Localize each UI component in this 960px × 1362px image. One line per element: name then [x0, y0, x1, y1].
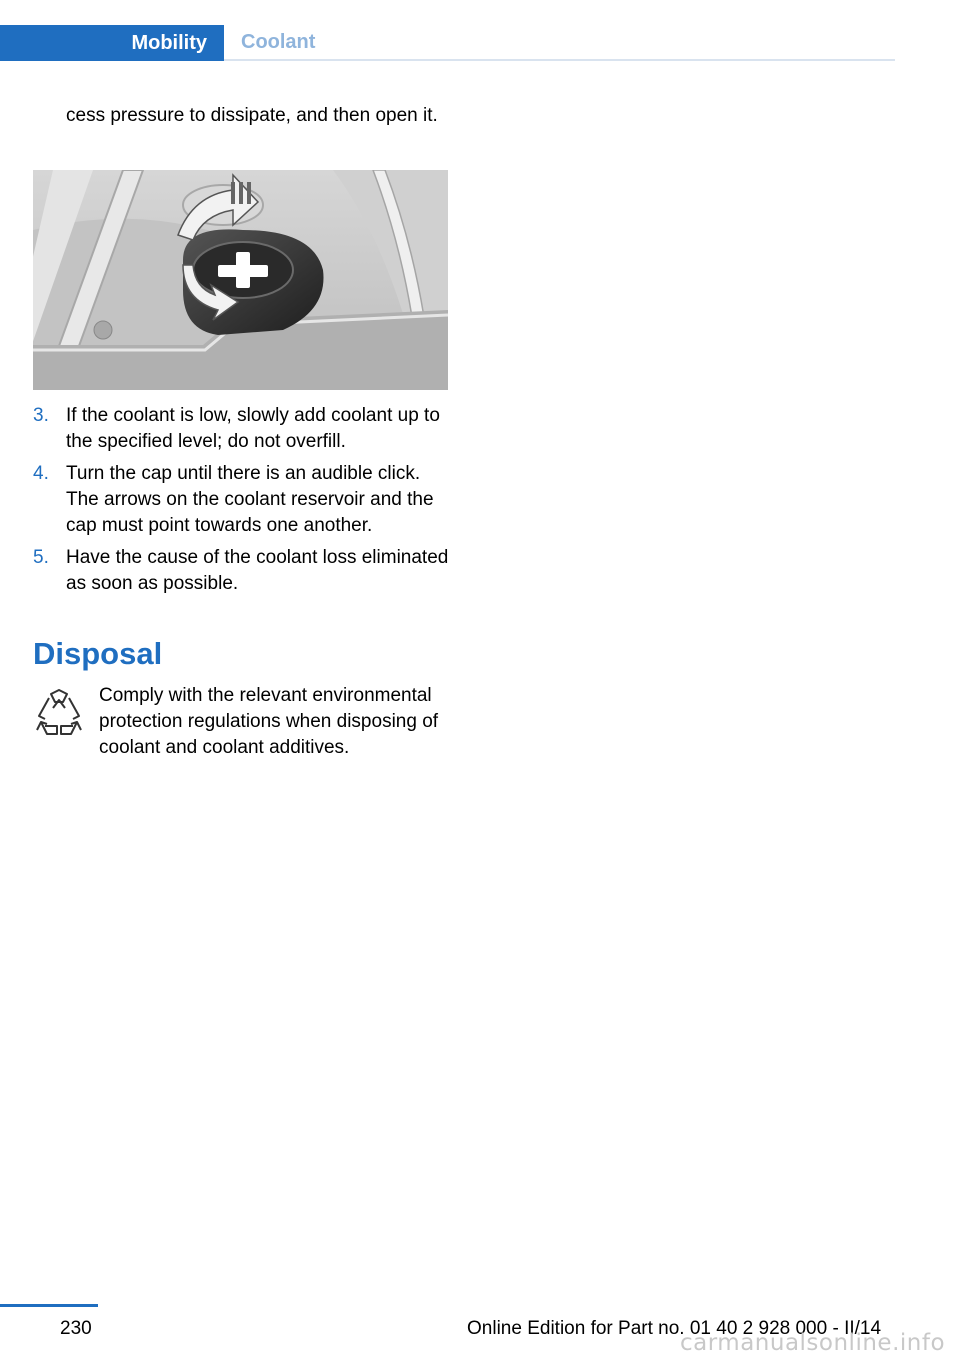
tab-mobility-label: Mobility	[131, 31, 207, 54]
step-number: 5.	[33, 547, 49, 568]
tab-coolant[interactable]	[224, 25, 895, 61]
step-text: If the coolant is low, slowly add coolant up to the specified level; do not overfill.	[66, 405, 440, 452]
footer-rule	[0, 1304, 98, 1307]
edition-note: Online Edition for Part no. 01 40 2 928 000 - II/14	[467, 1318, 882, 1339]
tab-mobility[interactable]	[0, 25, 224, 61]
step-number: 3.	[33, 405, 49, 426]
intro-paragraph: cess pressure to dissipate, and then open it.	[66, 105, 438, 126]
steps-list	[33, 403, 453, 603]
step-number: 4.	[33, 463, 49, 484]
list-item	[33, 461, 453, 539]
disposal-paragraph: Comply with the relevant environmental protection regulations when disposing of coolant and coolant additives.	[99, 685, 439, 758]
coolant-cap-illustration	[33, 170, 448, 390]
step-text: Have the cause of the coolant loss eliminated as soon as possible.	[66, 547, 449, 594]
watermark: carmanualsonline.info	[680, 1330, 946, 1356]
list-item	[33, 403, 453, 455]
recycle-icon	[33, 688, 85, 742]
page-header	[0, 25, 895, 61]
page-number: 230	[60, 1318, 92, 1339]
tab-coolant-label: Coolant	[241, 30, 316, 53]
step-text: Turn the cap until there is an audible click. The arrows on the coolant reservoir and the cap must point towards one another.	[66, 463, 434, 536]
section-title-disposal: Disposal	[33, 636, 163, 671]
list-item	[33, 545, 453, 597]
